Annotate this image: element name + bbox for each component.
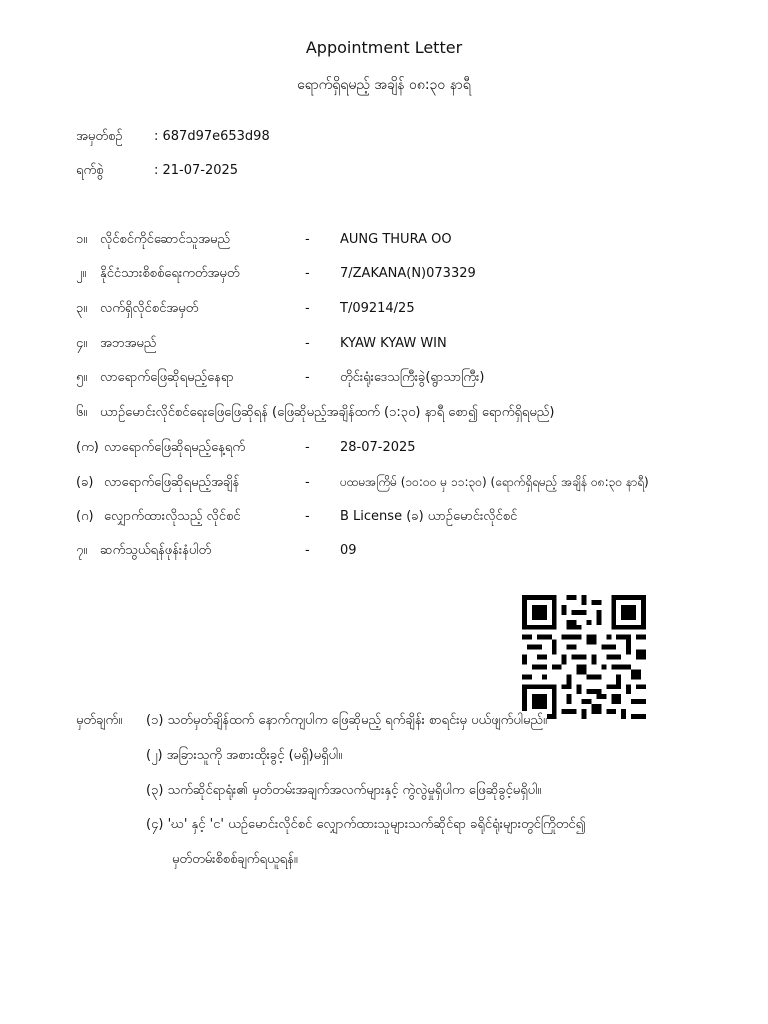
field-label: အဘအမည် bbox=[100, 336, 157, 351]
field-value: 09 bbox=[340, 543, 357, 558]
field-row bbox=[76, 541, 357, 561]
subfield-label: လာရောက်ဖြေဆိုရမည့်နေ့ရက် bbox=[104, 440, 246, 455]
field-value: T/09214/25 bbox=[340, 301, 415, 316]
note-line: (၃) သက်ဆိုင်ရာရုံး၏ မှတ်တမ်းအချက်အလက်များနှင့် ကွဲလွဲမှုရှိပါက ဖြေဆိုခွင့်မရှိပါ။ bbox=[146, 783, 542, 798]
field-dash: - bbox=[305, 232, 310, 247]
subfield-row bbox=[76, 507, 517, 527]
subfield-row bbox=[76, 472, 649, 492]
reference-number-row bbox=[76, 128, 270, 147]
field-row bbox=[76, 299, 415, 319]
subfield-value: ပထမအကြိမ် (၁၀:၀၀ မှ ၁၁:၃၀) (ရောက်ရှိရမည့် အချိန် ၀၈:၃၀ နာရီ) bbox=[340, 475, 649, 489]
note-line: မှတ်တမ်းစိစစ်ချက်ရယူရန်။ bbox=[172, 852, 298, 867]
field-dash: - bbox=[305, 301, 310, 316]
field-label: ဆက်သွယ်ရန်ဖုန်းနံပါတ် bbox=[100, 543, 212, 558]
field-dash: - bbox=[305, 543, 310, 558]
note-line: (၁) သတ်မှတ်ချိန်ထက် နောက်ကျပါက ဖြေဆိုမည့် ရက်ချိန်း စာရင်းမှ ပယ်ဖျက်ပါမည်။ bbox=[146, 711, 547, 731]
subfield-label: လျှောက်ထားလိုသည့် လိုင်စင် bbox=[104, 509, 241, 524]
page-title: Appointment Letter bbox=[305, 38, 463, 57]
field-value: AUNG THURA OO bbox=[340, 232, 452, 247]
field-number: ၅။ bbox=[76, 370, 88, 385]
field-number: ၄။ bbox=[76, 336, 88, 351]
subfield-number: (က) bbox=[76, 440, 99, 455]
notes-heading: မှတ်ချက်။ bbox=[76, 713, 123, 728]
note-line: (၄) 'ဃ' နှင့် 'င' ယဉ်မောင်းလိုင်စင် လျှောက်ထားသူများသက်ဆိုင်ရာ ခရိုင်ရုံးများတွင်ကြိုတင်၍ bbox=[146, 817, 586, 832]
field-label: လက်ရှိလိုင်စင်အမှတ် bbox=[100, 301, 199, 316]
field-row bbox=[76, 264, 476, 284]
date-value: : 21-07-2025 bbox=[154, 163, 239, 178]
field-number: ၆။ bbox=[76, 405, 88, 420]
exam-instruction-text: ယာဉ်မောင်းလိုင်စင်ရေးဖြေဖြေဆိုရန် (ဖြေဆိုမည့်အချိန်ထက် (၁:၃၀) နာရီ စော၍ ရောက်ရှိရမည်) bbox=[100, 405, 555, 420]
field-number: ၇။ bbox=[76, 543, 88, 558]
subfield-dash: - bbox=[305, 440, 310, 455]
field-row bbox=[76, 230, 452, 250]
subfield-row bbox=[76, 438, 416, 458]
field-label: လာရောက်ဖြေဆိုရမည့်နေရာ bbox=[100, 370, 234, 385]
field-number: ၂။ bbox=[76, 266, 87, 281]
field-dash: - bbox=[305, 370, 310, 385]
subfield-dash: - bbox=[305, 509, 310, 524]
exam-instruction-row bbox=[76, 403, 554, 423]
field-number: ၃။ bbox=[76, 301, 88, 316]
note-line: (၂) အခြားသူကို အစားထိုးခွင့် (မရှိ)မရှိပါ။ bbox=[146, 748, 343, 763]
subfield-value: B License (ခ) ယာဉ်မောင်းလိုင်စင် bbox=[340, 509, 518, 524]
subfield-number: (ဂ) bbox=[76, 509, 94, 524]
field-value: KYAW KYAW WIN bbox=[340, 336, 447, 351]
field-row bbox=[76, 368, 484, 388]
date-label: ရက်စွဲ bbox=[76, 163, 104, 178]
field-value: တိုင်းရုံးဒေသကြီးခွဲ(ရွာသာကြီး) bbox=[340, 370, 485, 385]
field-label: လိုင်စင်ကိုင်ဆောင်သူအမည် bbox=[100, 232, 231, 247]
date-row bbox=[76, 162, 238, 181]
field-label: နိုင်ငံသားစိစစ်ရေးကတ်အမှတ် bbox=[100, 266, 240, 281]
qr-code-icon bbox=[522, 595, 646, 719]
field-value: 7/ZAKANA(N)073329 bbox=[340, 266, 476, 281]
field-dash: - bbox=[305, 336, 310, 351]
reference-number-label: အမှတ်စဉ် bbox=[76, 129, 123, 144]
reference-number-value: : 687d97e653d98 bbox=[154, 129, 270, 144]
field-row bbox=[76, 334, 447, 354]
arrival-time-subtitle: ရောက်ရှိရမည့် အချိန် ၀၈:၃၀ နာရီ bbox=[297, 77, 471, 93]
field-number: ၁။ bbox=[76, 232, 88, 247]
field-dash: - bbox=[305, 266, 310, 281]
subfield-label: လာရောက်ဖြေဆိုရမည့်အချိန် bbox=[104, 475, 240, 490]
subfield-value: 28-07-2025 bbox=[340, 440, 416, 455]
subfield-dash: - bbox=[305, 475, 310, 490]
subfield-number: (ခ) bbox=[76, 475, 94, 490]
